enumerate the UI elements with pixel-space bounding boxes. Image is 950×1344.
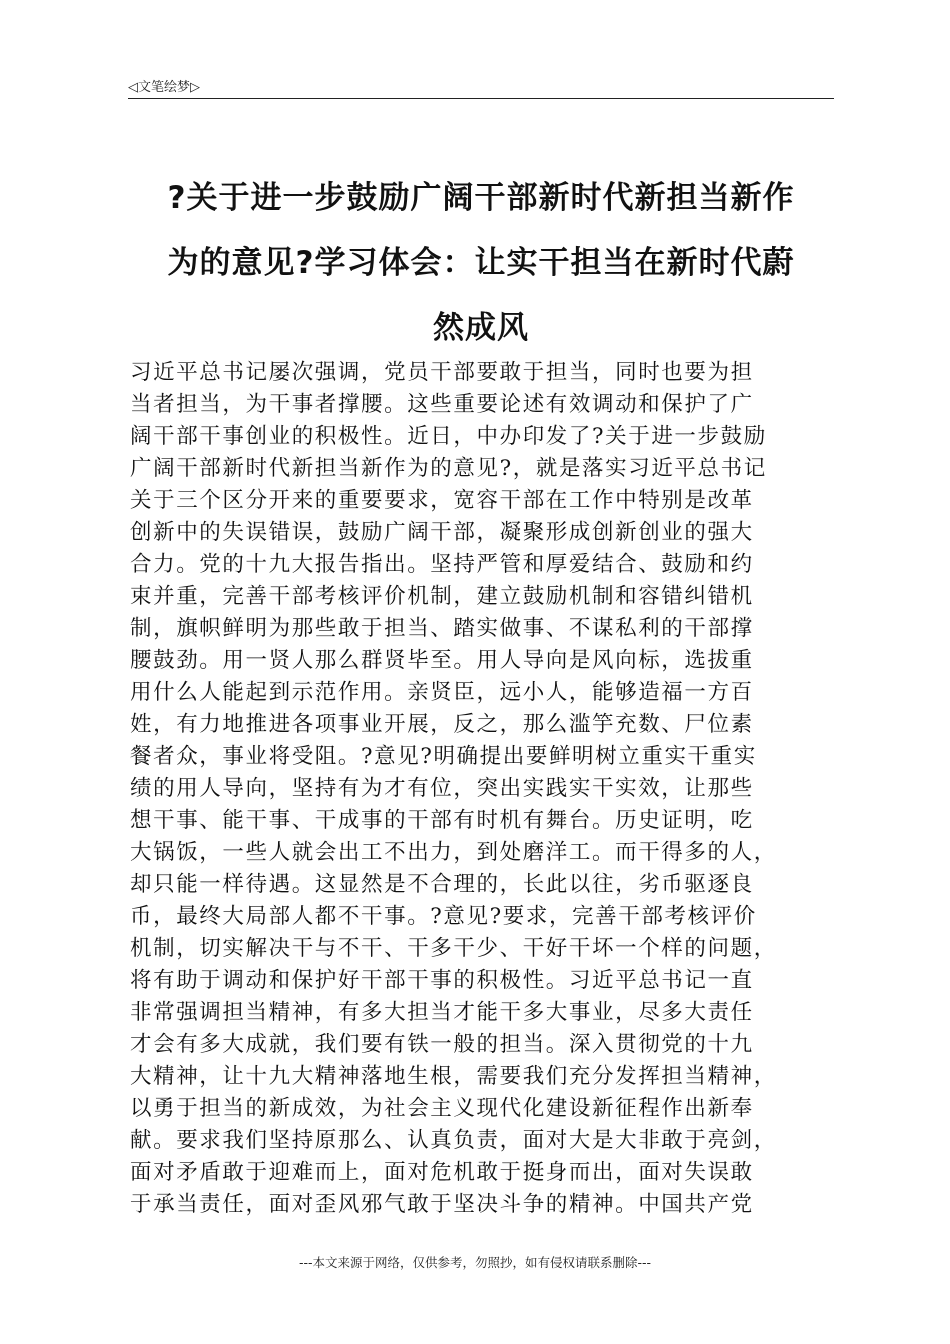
brand-name: 文笔绘梦 <box>138 80 191 95</box>
title-line: ?关于进一步鼓励广阔干部新时代新担当新作 <box>167 180 795 216</box>
right-triangle-icon: ▷ <box>190 80 201 95</box>
body-line: 制，旗帜鲜明为那些敢于担当、踏实做事、不谋私利的干部撑 <box>130 616 754 641</box>
body-line: 阔干部干事创业的积极性。近日，中办印发了?关于进一步鼓励 <box>130 424 767 449</box>
body-line: 大精神，让十九大精神落地生根，需要我们充分发挥担当精神， <box>130 1064 777 1089</box>
body-line: 却只能一样待遇。这显然是不合理的，长此以往，劣币驱逐良 <box>130 872 754 897</box>
document-title <box>128 180 834 375</box>
body-line: 餐者众，事业将受阻。?意见?明确提出要鲜明树立重实干重实 <box>130 744 757 769</box>
body-line: 机制，切实解决干与不干、干多干少、干好干坏一个样的问题， <box>130 936 777 961</box>
body-line: 于承当责任，面对歪风邪气敢于坚决斗争的精神。中国共产党 <box>130 1192 754 1217</box>
page-header <box>128 72 834 99</box>
body-line: 币，最终大局部人都不干事。?意见?要求，完善干部考核评价 <box>130 904 757 929</box>
body-paragraph <box>130 357 840 1221</box>
body-line: 广阔干部新时代新担当新作为的意见?，就是落实习近平总书记 <box>130 456 767 481</box>
body-line: 献。要求我们坚持原那么、认真负责，面对大是大非敢于亮剑， <box>130 1128 777 1153</box>
body-line: 用什么人能起到示范作用。亲贤臣，远小人，能够造福一方百 <box>130 680 754 705</box>
body-line: 习近平总书记屡次强调，党员干部要敢于担当，同时也要为担 <box>130 360 754 385</box>
body-line: 非常强调担当精神，有多大担当才能干多大事业，尽多大责任 <box>130 1000 754 1025</box>
title-line: 为的意见?学习体会：让实干担当在新时代蔚 <box>167 245 795 281</box>
body-line: 将有助于调动和保护好干部干事的积极性。习近平总书记一直 <box>130 968 754 993</box>
brand-mark <box>128 76 200 95</box>
body-line: 以勇于担当的新成效，为社会主义现代化建设新征程作出新奉 <box>130 1096 754 1121</box>
body-line: 才会有多大成就，我们要有铁一般的担当。深入贯彻党的十九 <box>130 1032 754 1057</box>
title-line: 然成风 <box>433 310 529 346</box>
body-line: 合力。党的十九大报告指出。坚持严管和厚爱结合、鼓励和约 <box>130 552 754 577</box>
page-footer-disclaimer: ---本文来源于网络，仅供参考，勿照抄，如有侵权请联系删除--- <box>298 1255 652 1270</box>
body-line: 面对矛盾敢于迎难而上，面对危机敢于挺身而出，面对失误敢 <box>130 1160 754 1185</box>
body-line: 束并重，完善干部考核评价机制，建立鼓励机制和容错纠错机 <box>130 584 754 609</box>
body-line: 绩的用人导向，坚持有为才有位，突出实践实干实效，让那些 <box>130 776 754 801</box>
body-line: 当者担当，为干事者撑腰。这些重要论述有效调动和保护了广 <box>130 392 754 417</box>
body-line: 想干事、能干事、干成事的干部有时机有舞台。历史证明，吃 <box>130 808 754 833</box>
left-triangle-icon: ◁ <box>128 80 138 95</box>
body-line: 大锅饭，一些人就会出工不出力，到处磨洋工。而干得多的人， <box>130 840 777 865</box>
body-line: 姓，有力地推进各项事业开展，反之，那么滥竽充数、尸位素 <box>130 712 754 737</box>
body-line: 腰鼓劲。用一贤人那么群贤毕至。用人导向是风向标，选拔重 <box>130 648 754 673</box>
body-line: 关于三个区分开来的重要要求，宽容干部在工作中特别是改革 <box>130 488 754 513</box>
body-line: 创新中的失误错误，鼓励广阔干部，凝聚形成创新创业的强大 <box>130 520 754 545</box>
